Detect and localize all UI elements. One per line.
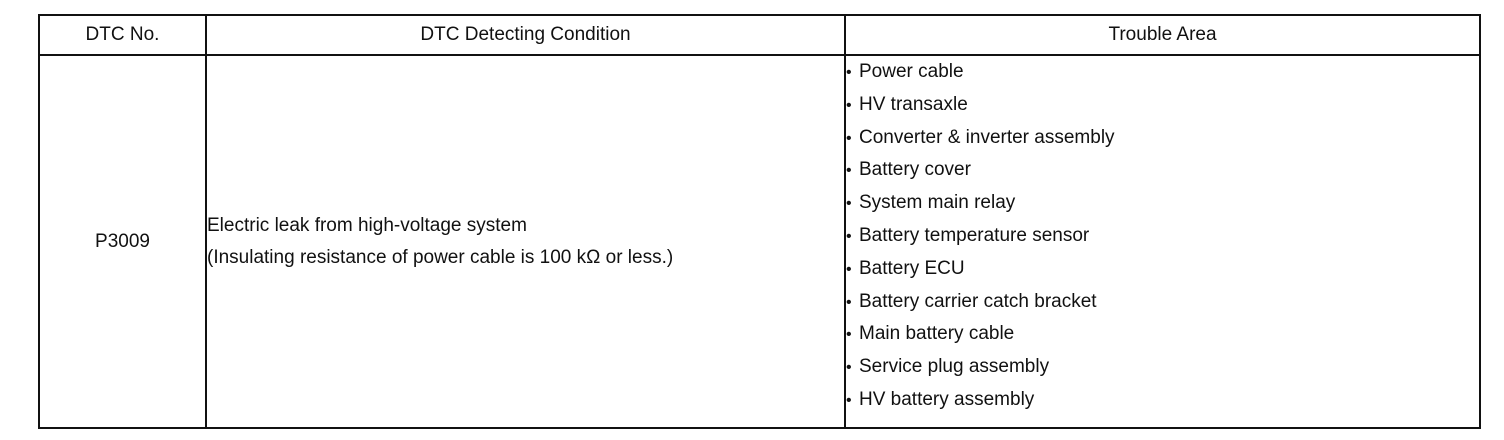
header-dtc-no: DTC No. <box>39 15 206 55</box>
header-detecting-condition: DTC Detecting Condition <box>206 15 845 55</box>
list-item-label: Battery ECU <box>859 257 965 279</box>
list-item-label: HV battery assembly <box>859 388 1035 410</box>
table-row <box>39 55 1480 428</box>
list-item-label: Battery cover <box>859 159 971 181</box>
list-item-label: System main relay <box>859 192 1016 214</box>
list-item <box>846 89 1479 122</box>
dtc-code-cell: P3009 <box>39 55 206 428</box>
bullet-icon: • <box>846 359 852 377</box>
list-item-label: Battery temperature sensor <box>859 224 1090 246</box>
list-item <box>846 187 1479 220</box>
list-item-label: Power cable <box>859 61 964 82</box>
bullet-icon: • <box>846 96 852 114</box>
bullet-icon: • <box>846 129 852 147</box>
list-item-label: HV transaxle <box>859 93 968 115</box>
list-item-label: Converter & inverter assembly <box>859 126 1115 148</box>
bullet-icon: • <box>846 260 852 278</box>
bullet-icon: • <box>846 227 852 245</box>
list-item <box>846 351 1479 384</box>
bullet-icon: • <box>846 326 852 344</box>
bullet-icon: • <box>846 64 852 81</box>
trouble-area-list <box>846 56 1479 417</box>
list-item <box>846 154 1479 187</box>
bullet-icon: • <box>846 195 852 213</box>
bullet-icon: • <box>846 162 852 180</box>
trouble-area-cell <box>845 55 1480 428</box>
dtc-table <box>38 14 1481 429</box>
condition-cell <box>206 55 845 428</box>
condition-line: (Insulating resistance of power cable is 100 kΩ or less.) <box>207 246 674 268</box>
header-trouble-area: Trouble Area <box>845 15 1480 55</box>
condition-line: Electric leak from high-voltage system <box>207 214 527 236</box>
list-item-label: Battery carrier catch bracket <box>859 290 1097 312</box>
bullet-icon: • <box>846 293 852 311</box>
header-row <box>39 15 1480 55</box>
list-item <box>846 220 1479 253</box>
list-item-label: Main battery cable <box>859 323 1015 345</box>
list-item <box>846 253 1479 286</box>
list-item <box>846 122 1479 155</box>
list-item <box>846 286 1479 319</box>
list-item <box>846 318 1479 351</box>
list-item <box>846 384 1479 417</box>
list-item <box>846 56 1479 89</box>
bullet-icon: • <box>846 391 852 409</box>
list-item-label: Service plug assembly <box>859 356 1050 378</box>
